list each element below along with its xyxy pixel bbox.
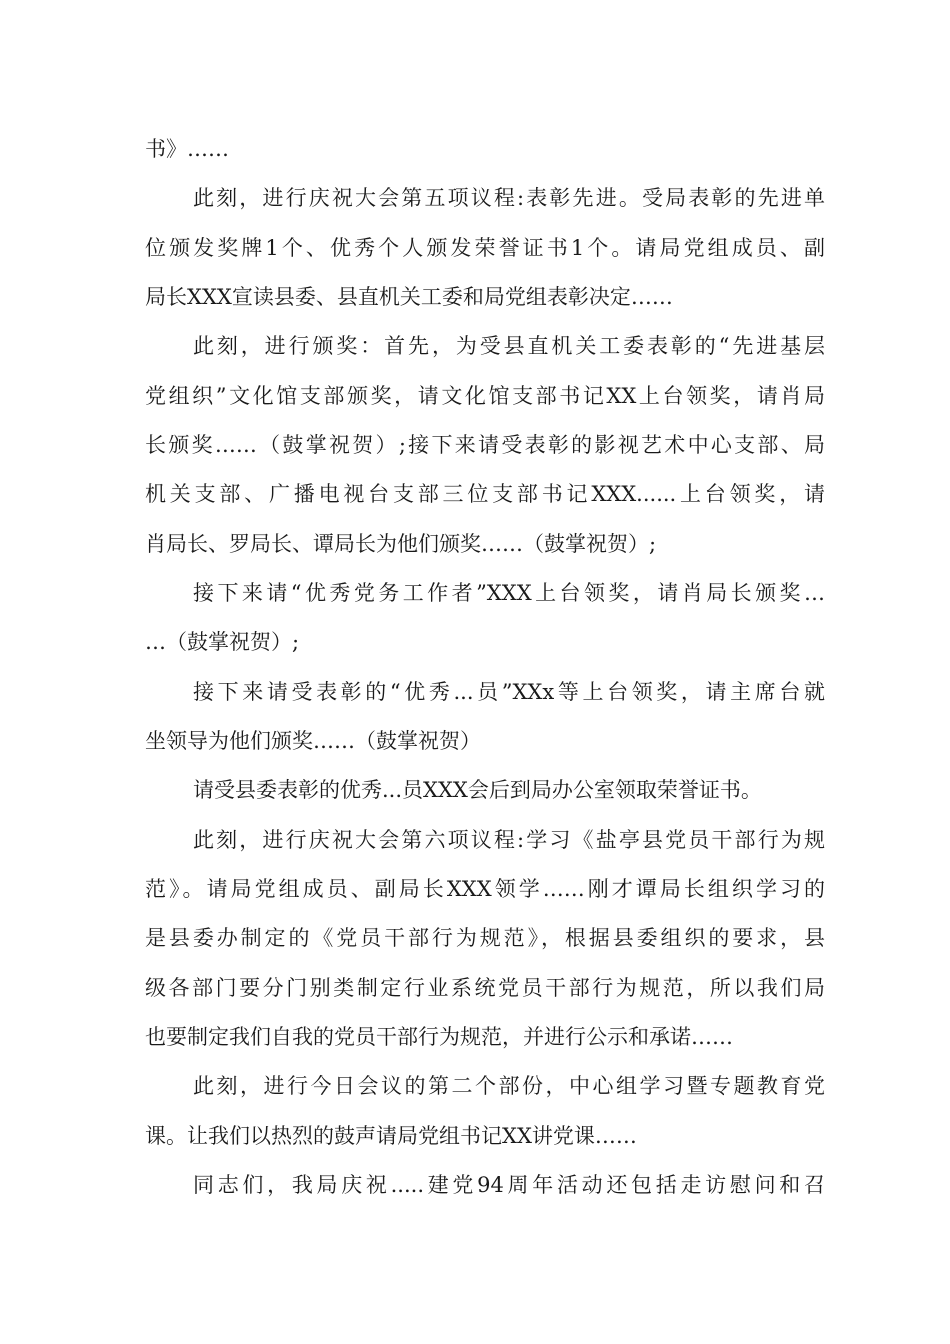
text-line: 肖局长、罗局长、谭局长为他们颁奖……（鼓掌祝贺）;	[145, 532, 657, 556]
paragraph-first-line: 同志们，我局庆祝.....建党94周年活动还包括走访慰问和召	[193, 1173, 825, 1197]
text-line: 范》。请局党组成员、副局长XXX领学……刚才谭局长组织学习的	[145, 877, 825, 901]
text-line: 级各部门要分门别类制定行业系统党员干部行为规范，所以我们局	[145, 976, 825, 1000]
text-line: 局长XXX宣读县委、县直机关工委和局党组表彰决定……	[145, 285, 673, 309]
text-line: 书》……	[145, 137, 229, 161]
text-line: 坐领导为他们颁奖……（鼓掌祝贺）	[145, 729, 481, 753]
text-line: 长颁奖……（鼓掌祝贺）;接下来请受表彰的影视艺术中心支部、局	[145, 433, 825, 457]
paragraph-first-line: 此刻，进行今日会议的第二个部份，中心组学习暨专题教育党	[193, 1074, 825, 1098]
text-line: 党组织”文化馆支部颁奖，请文化馆支部书记XX上台领奖，请肖局	[145, 384, 825, 408]
text-line: 机关支部、广播电视台支部三位支部书记XXX......上台领奖，请	[145, 482, 825, 506]
paragraph-first-line: 此刻，进行颁奖：首先，为受县直机关工委表彰的“先进基层	[193, 334, 825, 358]
paragraph-first-line: 此刻，进行庆祝大会第六项议程:学习《盐亭县党员干部行为规	[193, 828, 825, 852]
text-line: …（鼓掌祝贺）;	[145, 630, 300, 654]
text-line: 位颁发奖牌1个、优秀个人颁发荣誉证书1个。请局党组成员、副	[145, 236, 825, 260]
text-line: 课。让我们以热烈的鼓声请局党组书记XX讲党课……	[145, 1124, 637, 1148]
paragraph-first-line: 接下来请“优秀党务工作者”XXX上台领奖，请肖局长颁奖…	[193, 581, 825, 605]
text-line: 也要制定我们自我的党员干部行为规范，并进行公示和承诺……	[145, 1025, 733, 1049]
paragraph-first-line: 请受县委表彰的优秀...员XXX会后到局办公室领取荣誉证书。	[193, 778, 762, 802]
paragraph-first-line: 接下来请受表彰的“优秀...员”XXx等上台领奖，请主席台就	[193, 680, 825, 704]
text-line: 是县委办制定的《党员干部行为规范》，根据县委组织的要求，县	[145, 926, 825, 950]
paragraph-first-line: 此刻，进行庆祝大会第五项议程:表彰先进。受局表彰的先进单	[193, 186, 825, 210]
